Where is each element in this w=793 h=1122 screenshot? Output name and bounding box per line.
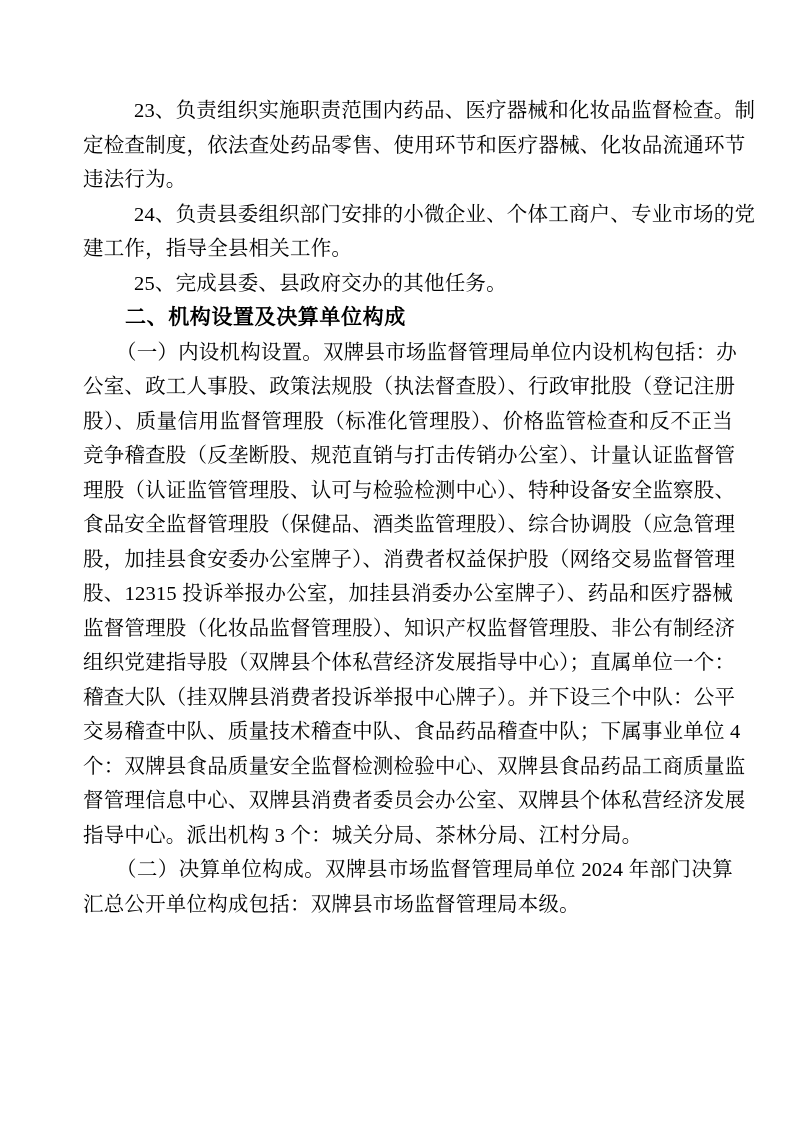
text-line: 督管理信息中心、双牌县消费者委员会办公室、双牌县个体私营经济发展 xyxy=(83,790,746,812)
text-line: 定检查制度，依法查处药品零售、使用环节和医疗器械、化妆品流通环节 xyxy=(83,134,746,157)
text-line: 稽查大队（挂双牌县消费者投诉举报中心牌子）。并下设三个中队：公平 xyxy=(83,686,736,709)
text-line: 监督管理股（化妆品监督管理股）、知识产权监督管理股、非公有制经济 xyxy=(83,617,736,640)
text-line: 股）、质量信用监督管理股（标准化管理股）、价格监管检查和反不正当 xyxy=(83,410,733,433)
text-line: 指导中心。派出机构 3 个：城关分局、茶林分局、江村分局。 xyxy=(83,824,643,847)
text-line: 违法行为。 xyxy=(83,169,187,191)
text-line: 组织党建指导股（双牌县个体私营经济发展指导中心）；直属单位一个： xyxy=(83,652,736,674)
text-line: 个：双牌县食品质量安全监督检测检验中心、双牌县食品药品工商质量监 xyxy=(83,755,746,778)
text-line: （一）内设机构设置。双牌县市场监督管理局单位内设机构包括：办 xyxy=(116,341,737,364)
document-text-block xyxy=(83,94,756,922)
text-line: 股，加挂县食安委办公室牌子）、消费者权益保护股（网络交易监督管理 xyxy=(83,548,736,571)
text-line: 股、12315 投诉举报办公室，加挂县消委办公室牌子）、药品和医疗器械 xyxy=(83,583,733,605)
text-line: 建工作，指导全县相关工作。 xyxy=(83,238,353,260)
section-heading: 二、机构设置及决算单位构成 xyxy=(125,306,406,329)
text-line: 理股（认证监管管理股、认可与检验检测中心）、特种设备安全监察股、 xyxy=(83,479,736,502)
text-line: 23、负责组织实施职责范围内药品、医疗器械和化妆品监督检查。制 xyxy=(134,100,756,122)
text-line: 公室、政工人事股、政策法规股（执法督查股）、行政审批股（登记注册 xyxy=(83,376,736,398)
text-line: （二）决算单位构成。双牌县市场监督管理局单位 2024 年部门决算 xyxy=(116,859,733,881)
text-line: 交易稽查中队、质量技术稽查中队、食品药品稽查中队；下属事业单位 4 xyxy=(83,721,741,743)
text-line: 25、完成县委、县政府交办的其他任务。 xyxy=(134,272,507,295)
text-line: 24、负责县委组织部门安排的小微企业、个体工商户、专业市场的党 xyxy=(134,203,756,226)
text-line: 食品安全监督管理股（保健品、酒类监管理股）、综合协调股（应急管理 xyxy=(83,514,736,536)
text-line: 汇总公开单位构成包括：双牌县市场监督管理局本级。 xyxy=(83,893,580,916)
text-line: 竞争稽查股（反垄断股、规范直销与打击传销办公室）、计量认证监督管 xyxy=(83,445,736,467)
